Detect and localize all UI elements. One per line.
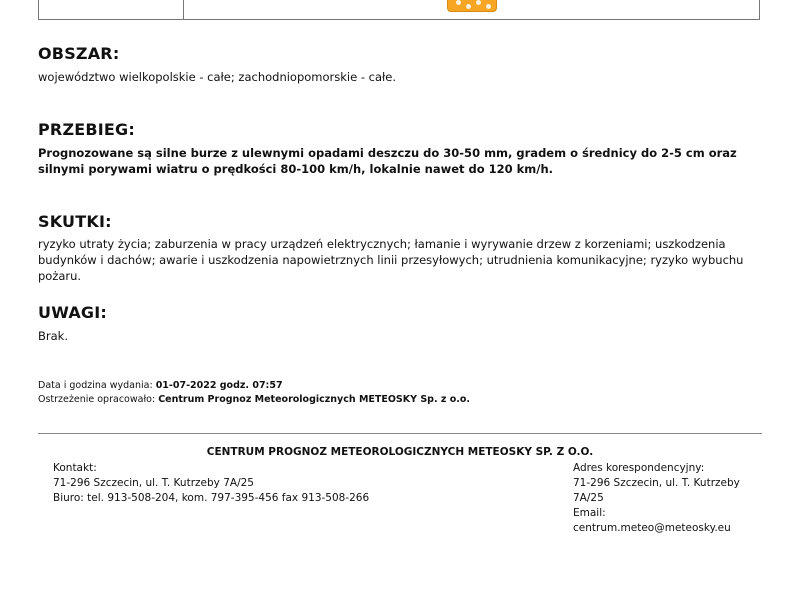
course-text: Prognozowane są silne burze z ulewnymi opadami deszczu do 30-50 mm, gradem o średnicy do 2-5 cm oraz silnymi porywami wiatru o prędkości 80-100 km/h, lokalnie nawet do 120 km/h. (38, 146, 737, 176)
header-table (38, 0, 760, 20)
remarks-heading: UWAGI: (38, 303, 107, 322)
issue-label: Data i godzina wydania: (38, 380, 153, 391)
footer-divider (38, 433, 762, 434)
table-divider (183, 0, 184, 19)
area-text: województwo wielkopolskie - całe; zachodniopomorskie - całe. (38, 70, 397, 84)
effects-heading: SKUTKI: (38, 212, 112, 231)
mail-address-line2: 7A/25 (573, 492, 604, 504)
contact-office: Biuro: tel. 913-508-204, kom. 797-395-456 fax 913-508-266 (53, 492, 370, 504)
contact-label: Kontakt: (53, 462, 97, 474)
author-value: Centrum Prognoz Meteorologicznych METEOSKY Sp. z o.o. (158, 394, 470, 405)
footer-mail (573, 461, 740, 536)
issue-author (38, 393, 470, 407)
footer-contact (53, 461, 369, 506)
mail-address-line1: 71-296 Szczecin, ul. T. Kutrzeby (573, 477, 740, 489)
author-label: Ostrzeżenie opracowało: (38, 394, 156, 405)
remarks-text: Brak. (38, 329, 68, 343)
email-link[interactable]: centrum.meteo@meteosky.eu (573, 522, 731, 534)
issue-value: 01-07-2022 godz. 07:57 (155, 380, 283, 391)
area-heading: OBSZAR: (38, 44, 120, 63)
storm-warning-icon (447, 0, 497, 12)
course-heading: PRZEBIEG: (38, 120, 135, 139)
footer-title: CENTRUM PROGNOZ METEOROLOGICZNYCH METEOSKY SP. Z O.O. (206, 446, 594, 458)
mail-label: Adres korespondencyjny: (573, 462, 705, 474)
contact-address: 71-296 Szczecin, ul. T. Kutrzeby 7A/25 (53, 477, 254, 489)
effects-text: ryzyko utraty życia; zaburzenia w pracy urządzeń elektrycznych; łamanie i wyrywanie drzew z korzeniami; uszkodzenia budynków i dachów; awarie i uszkodzenia napowietrznych linii przesyłowych; utrudnienia komunikacyjne; ryzyko wybuchu pożaru. (38, 237, 744, 283)
email-label: Email: (573, 507, 606, 519)
issue-date (38, 379, 283, 393)
